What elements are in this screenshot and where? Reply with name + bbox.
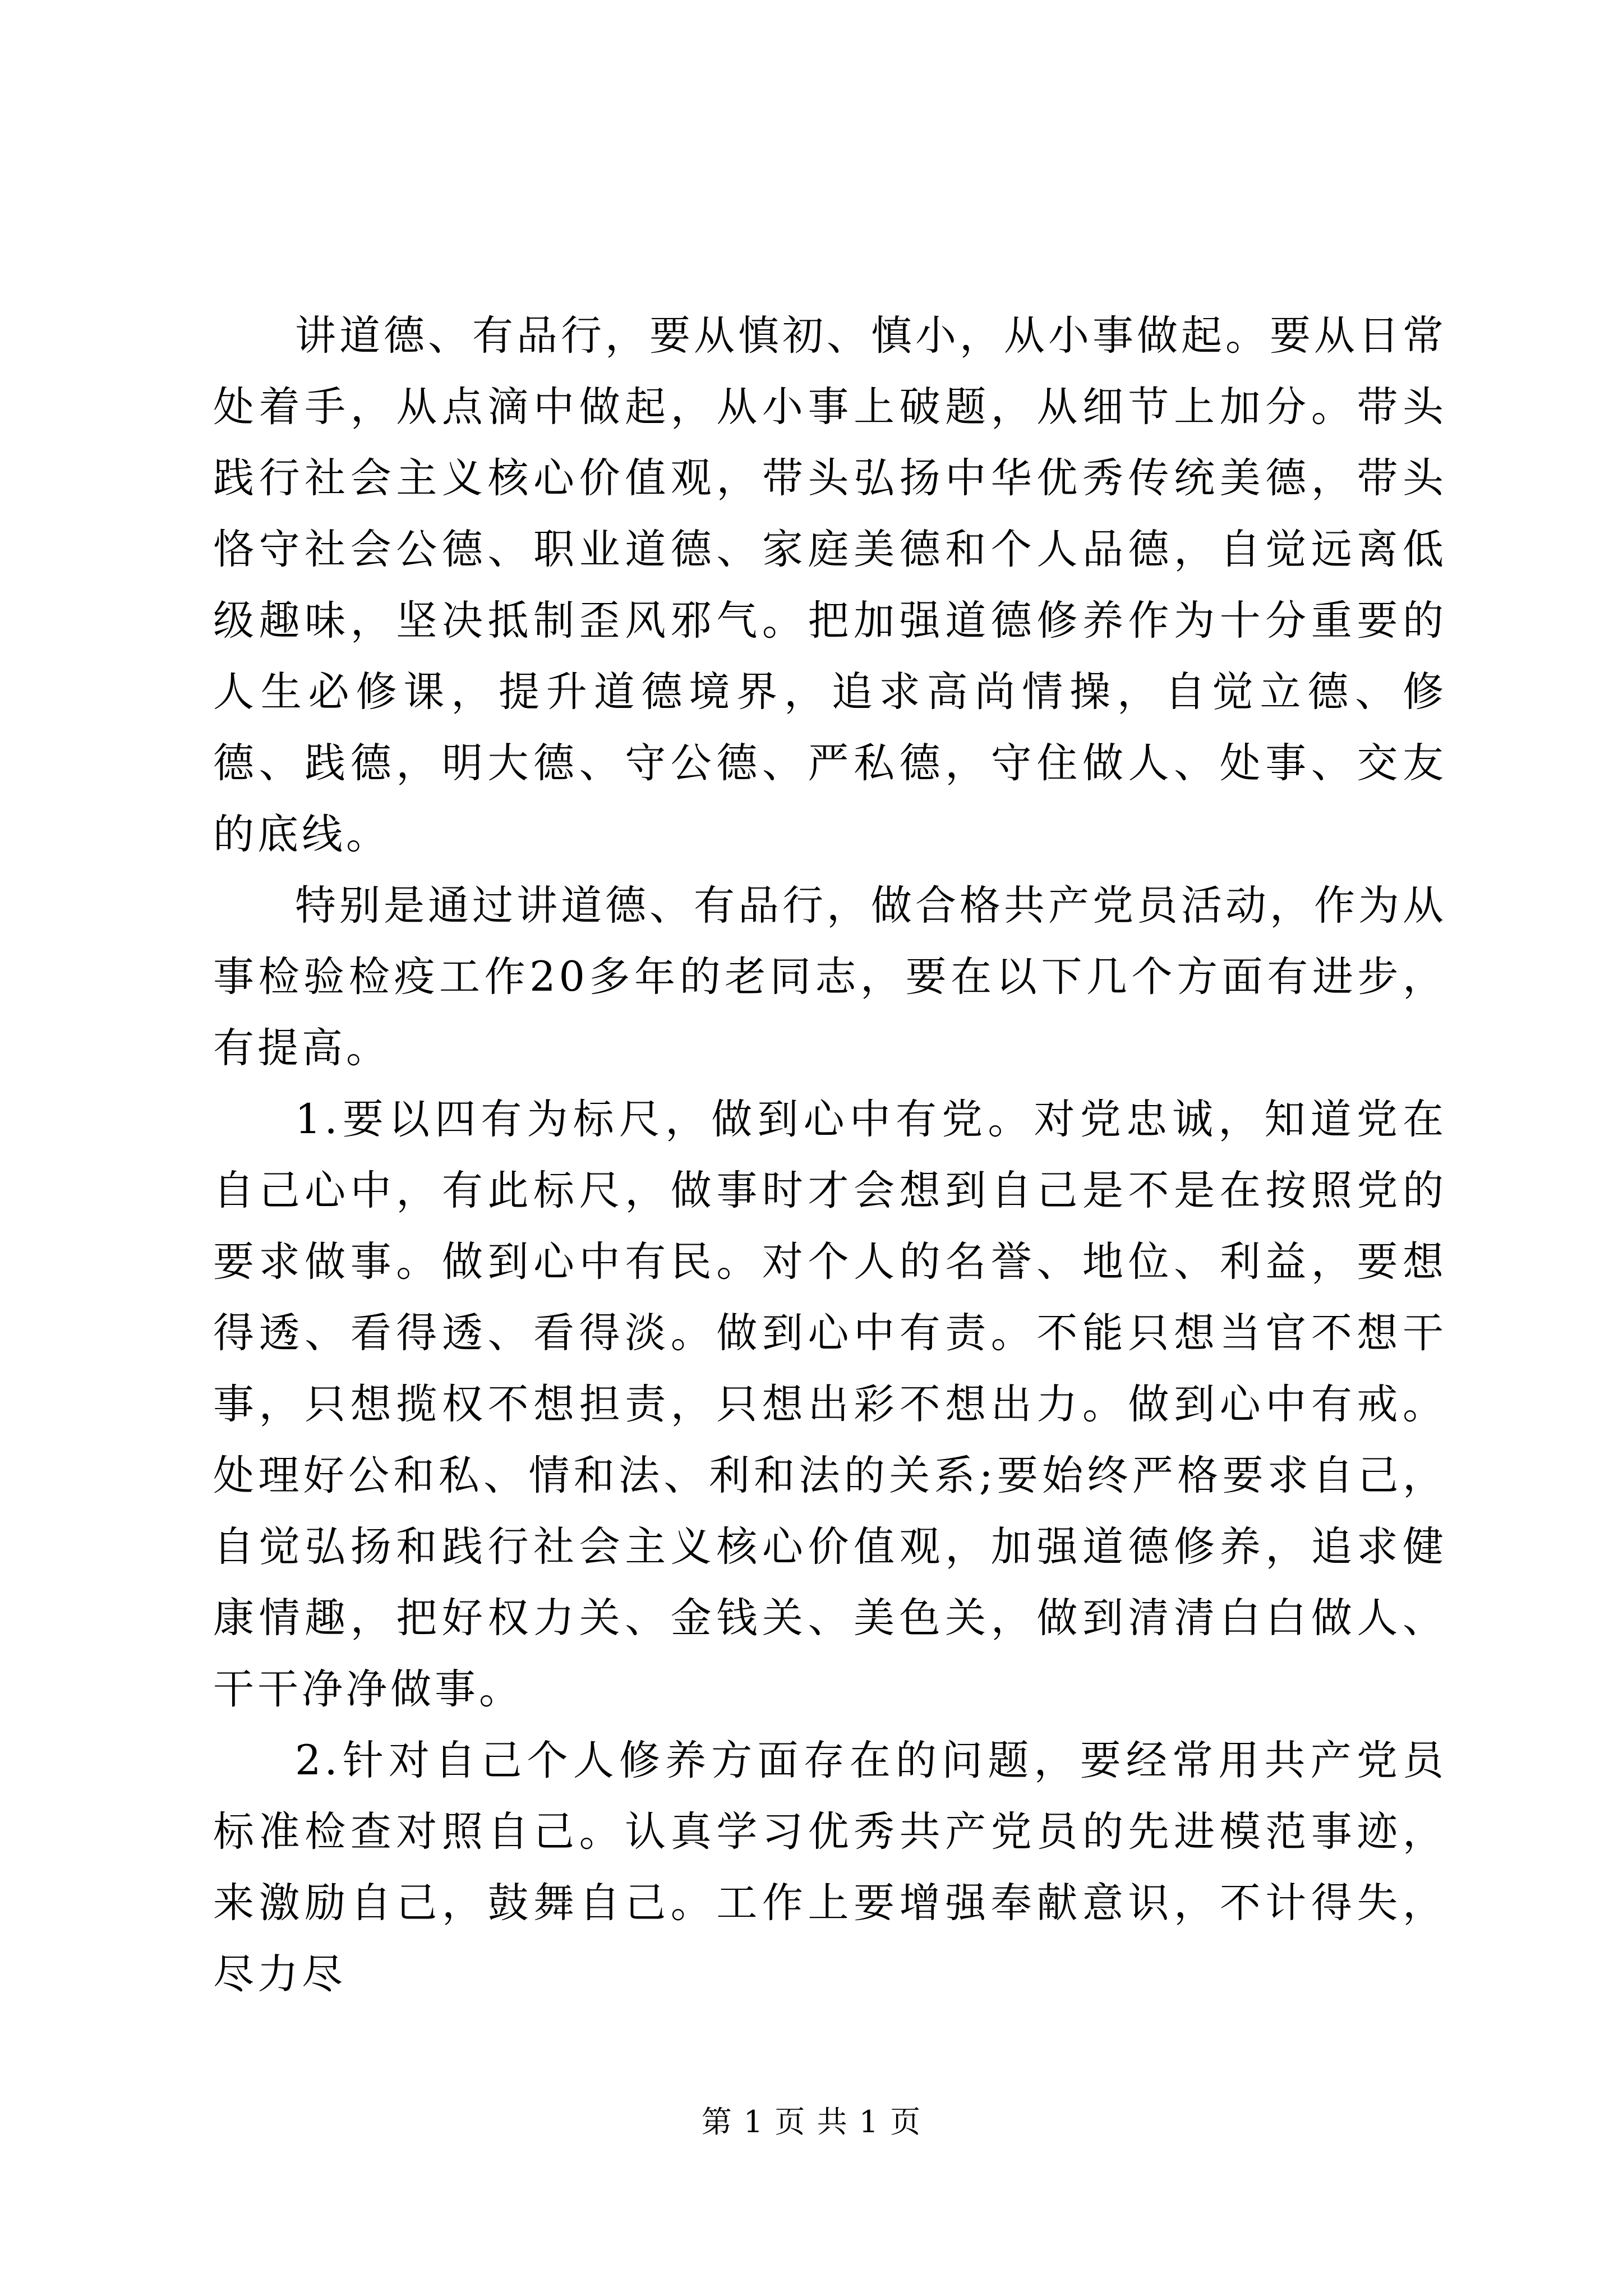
- paragraph-1: 讲道德、有品行，要从慎初、慎小，从小事做起。要从日常处着手，从点滴中做起，从小事上破题，从细节上加分。带头践行社会主义核心价值观，带头弘扬中华优秀传统美德，带头恪守社会公德、职业道德、家庭美德和个人品德，自觉远离低级趣味，坚决抵制歪风邪气。把加强道德修养作为十分重要的人生必修课，提升道德境界，追求高尚情操，自觉立德、修德、践德，明大德、守公德、严私德，守住做人、处事、交友的底线。: [213, 312, 1447, 858]
- page-footer: 第 1 页 共 1 页: [701, 2104, 922, 2139]
- document-body: [213, 300, 1447, 2010]
- paragraph-2: 特别是通过讲道德、有品行，做合格共产党员活动，作为从事检验检疫工作20多年的老同志，要在以下几个方面有进步，有提高。: [213, 882, 1447, 1072]
- paragraph-3: 1.要以四有为标尺，做到心中有党。对党忠诚，知道党在自己心中，有此标尺，做事时才会想到自己是不是在按照党的要求做事。做到心中有民。对个人的名誉、地位、利益，要想得透、看得透、看得淡。做到心中有责。不能只想当官不想干事，只想揽权不想担责，只想出彩不想出力。做到心中有戒。处理好公和私、情和法、利和法的关系;要始终严格要求自己，自觉弘扬和践行社会主义核心价值观，加强道德修养，追求健康情趣，把好权力关、金钱关、美色关，做到清清白白做人、干干净净做事。: [213, 1096, 1447, 1713]
- paragraph-4: 2.针对自己个人修养方面存在的问题，要经常用共产党员标准检查对照自己。认真学习优秀共产党员的先进模范事迹，来激励自己，鼓舞自己。工作上要增强奉献意识，不计得失，尽力尽: [213, 1737, 1447, 1998]
